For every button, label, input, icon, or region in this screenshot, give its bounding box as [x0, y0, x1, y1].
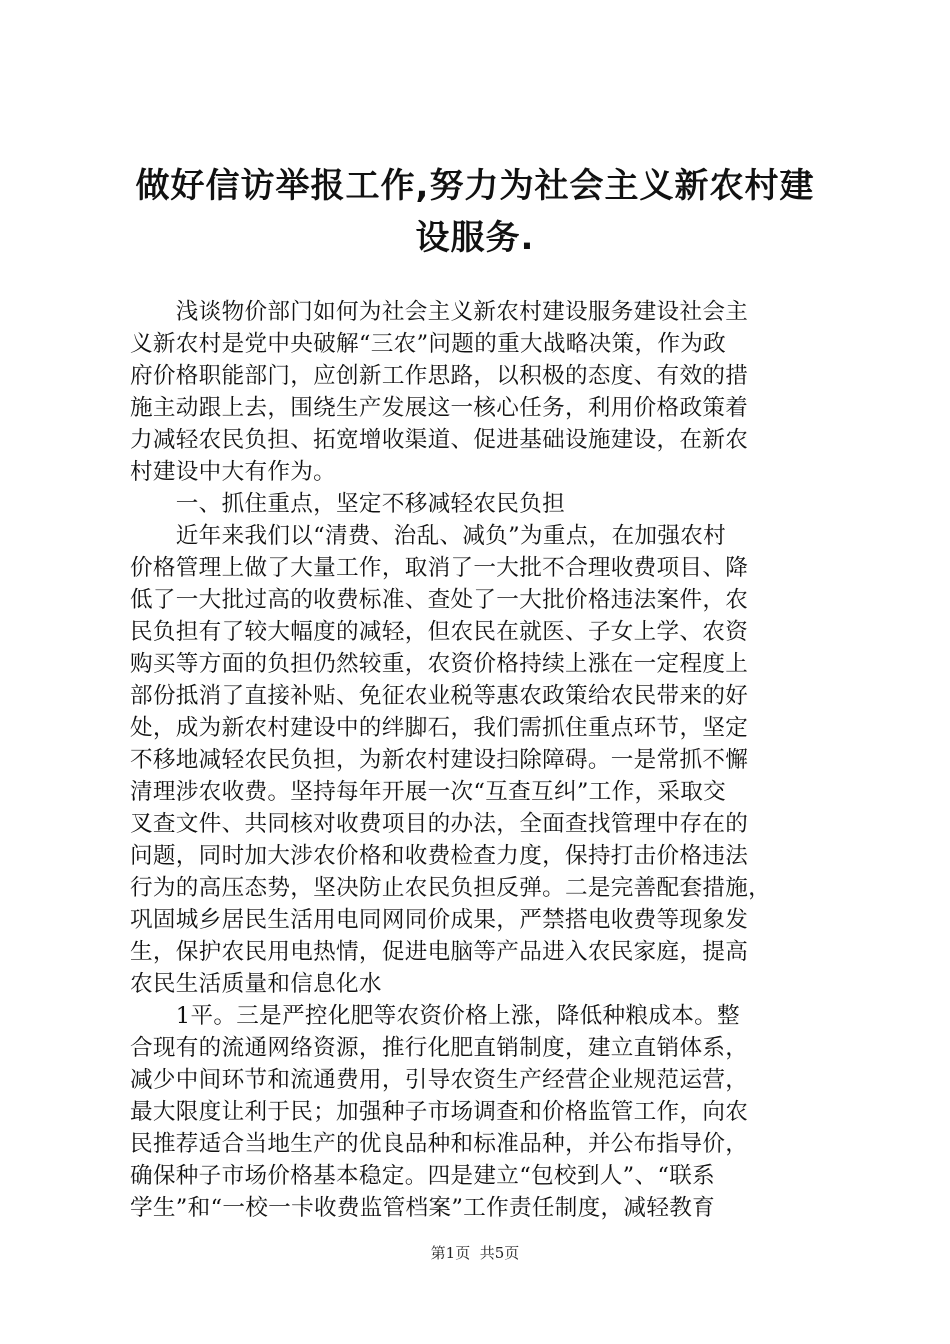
title-line-2: 设服务. — [415, 218, 535, 258]
body-line: 力减轻农民负担、拓宽增收渠道、促进基础设施建设，在新农 — [130, 427, 749, 453]
footer-separator — [470, 1244, 480, 1262]
page-number: 第1页 — [430, 1244, 471, 1262]
body-line: 施主动跟上去，围绕生产发展这一核心任务，利用价格政策着 — [130, 395, 749, 421]
body-line: 巩固城乡居民生活用电同网同价成果，严禁搭电收费等现象发 — [130, 907, 749, 933]
body-line: 义新农村是党中央破解“三农”问题的重大战略决策，作为政 — [130, 331, 727, 357]
body-line: 村建设中大有作为。 — [130, 459, 337, 485]
body-line: 生，保护农民用电热情，促进电脑等产品进入农民家庭，提高 — [130, 939, 749, 965]
body-line: 1平。三是严控化肥等农资价格上涨，降低种粮成本。整 — [130, 1003, 740, 1029]
body-line: 学生”和“一校一卡收费监管档案”工作责任制度，减轻教育 — [130, 1195, 716, 1221]
body-line: 问题，同时加大涉农价格和收费检查力度，保持打击价格违法 — [130, 843, 749, 869]
body-line: 清理涉农收费。坚持每年开展一次“互查互纠”工作，采取交 — [130, 779, 727, 805]
page-total: 共5页 — [479, 1244, 520, 1262]
section-heading: 一、抓住重点，坚定不移减轻农民负担 — [130, 491, 565, 517]
body-line: 合现有的流通网络资源，推行化肥直销制度，建立直销体系， — [130, 1035, 749, 1061]
body-line: 减少中间环节和流通费用，引导农资生产经营企业规范运营， — [130, 1067, 749, 1093]
body-line: 价格管理上做了大量工作，取消了一大批不合理收费项目、降 — [130, 555, 749, 581]
body-line: 行为的高压态势，坚决防止农民负担反弹。二是完善配套措施， — [130, 875, 772, 901]
body-line: 近年来我们以“清费、治乱、减负”为重点，在加强农村 — [130, 523, 727, 549]
body-line: 府价格职能部门，应创新工作思路，以积极的态度、有效的措 — [130, 363, 749, 389]
body-line: 购买等方面的负担仍然较重，农资价格持续上涨在一定程度上 — [130, 651, 749, 677]
page-footer — [0, 1243, 950, 1263]
body-line: 农民生活质量和信息化水 — [130, 971, 382, 997]
document-body — [130, 296, 830, 1224]
body-line: 确保种子市场价格基本稳定。四是建立“包校到人”、“联系 — [130, 1163, 716, 1189]
title-line-1: 做好信访举报工作,努力为社会主义新农村建 — [135, 166, 815, 206]
body-line: 低了一大批过高的收费标准、查处了一大批价格违法案件，农 — [130, 587, 749, 613]
body-line: 民推荐适合当地生产的优良品种和标准品种，并公布指导价， — [130, 1131, 749, 1157]
document-title — [100, 160, 850, 264]
body-line: 民负担有了较大幅度的减轻，但农民在就医、子女上学、农资 — [130, 619, 749, 645]
body-line: 处，成为新农村建设中的绊脚石，我们需抓住重点环节，坚定 — [130, 715, 749, 741]
body-line: 不移地减轻农民负担，为新农村建设扫除障碍。一是常抓不懈 — [130, 747, 749, 773]
body-line: 浅谈物价部门如何为社会主义新农村建设服务建设社会主 — [130, 299, 749, 325]
body-line: 部份抵消了直接补贴、免征农业税等惠农政策给农民带来的好 — [130, 683, 749, 709]
body-line: 最大限度让利于民；加强种子市场调查和价格监管工作，向农 — [130, 1099, 749, 1125]
body-line: 叉查文件、共同核对收费项目的办法，全面查找管理中存在的 — [130, 811, 749, 837]
